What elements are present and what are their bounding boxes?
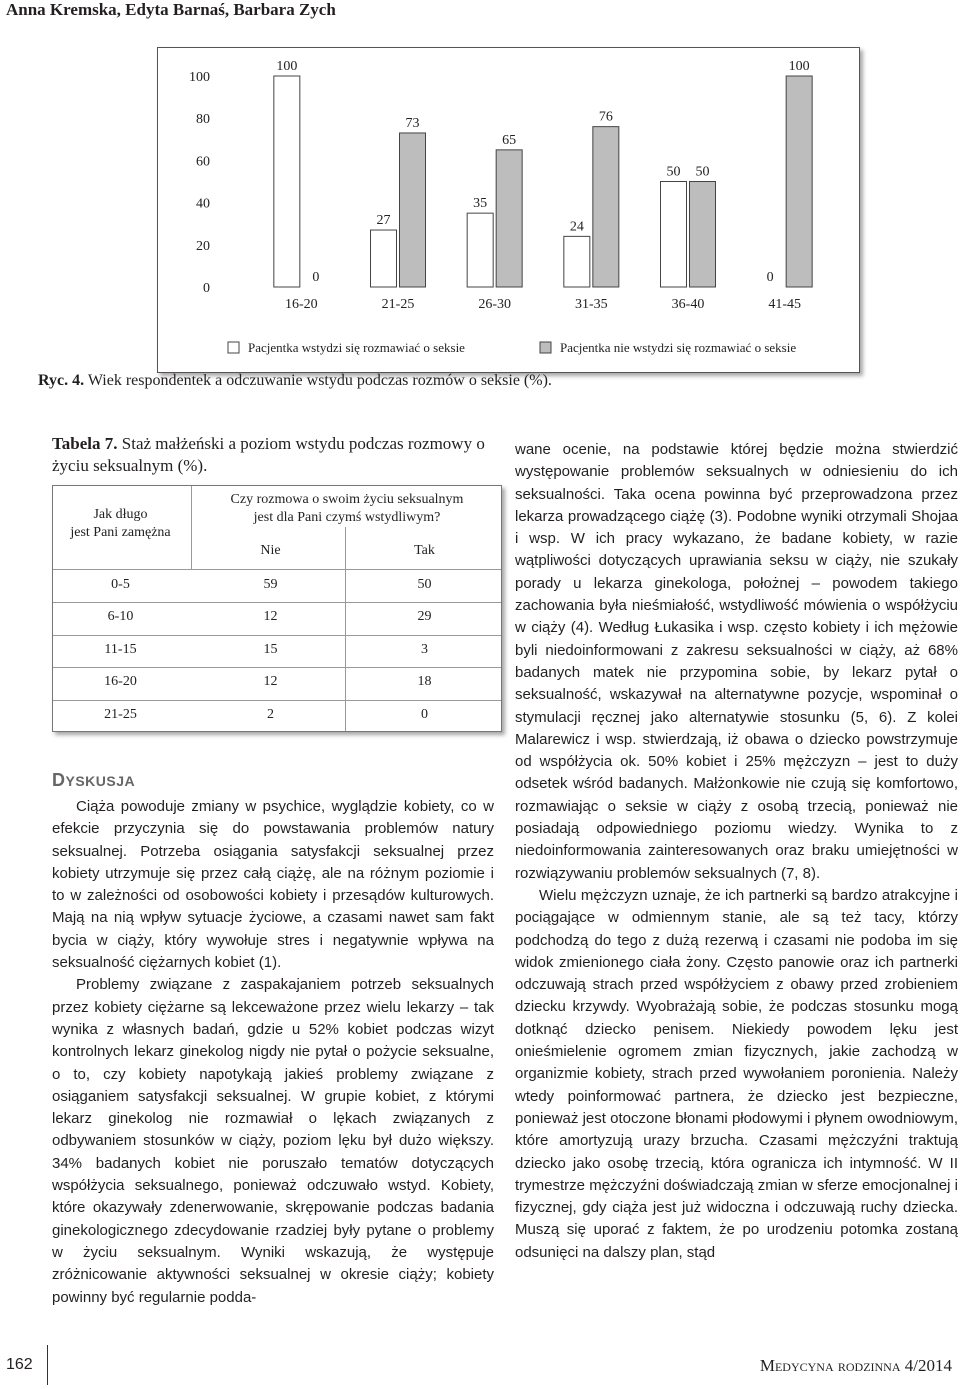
bar <box>690 182 716 288</box>
data-label: 0 <box>766 270 774 285</box>
legend-label: Pacjentka wstydzi się rozmawiać o seksie <box>248 340 465 355</box>
journal-name: Medycyna rodzinna 4/2014 <box>759 1356 952 1375</box>
paragraph: Ciąża powoduje zmiany w psychice, wyglądzie kobiety, co w efekcie przyczynia się do powstawania problemów natury seksualnej. Potrzeba osiągania satysfakcji seksualnej przez kobiety utrzymuje się przez całą ciążę, ale na różnym poziomie i to w zależności od osobowości kobiety i przesądów kulturowych. Mają na nią wpływ sytuacje życiowe, a czasami nawet sam fakt bycia w ciąży, który wywołuje stres i negatywnie wpływa na seksualność ciężarnych kobiet (1). <box>52 798 494 972</box>
table-cell-nie: 2 <box>267 706 274 722</box>
page-number: 162 <box>6 1356 33 1373</box>
table-group-header <box>193 491 501 527</box>
row-header-line: jest Pani zamężna <box>70 525 171 540</box>
bar <box>400 133 426 287</box>
table-caption-label: Tabela 7. <box>52 434 118 453</box>
data-label: 100 <box>276 59 298 74</box>
row-divider <box>53 602 501 603</box>
row-divider <box>53 635 501 636</box>
y-tick-label: 20 <box>196 238 210 254</box>
bar <box>593 127 619 287</box>
table-cell-nie: 15 <box>263 641 278 657</box>
row-header-line: Jak długo <box>93 507 148 522</box>
bar <box>564 236 590 287</box>
data-label: 35 <box>473 196 488 212</box>
x-tick-label: 31-35 <box>574 297 608 312</box>
paragraph: Problemy związane z zaspakajaniem potrzeb seksualnych przez kobiety ciężarne są lekceważone przez wielu lekarzy – tak wynika z własnych badań, gdzie u 52% kobiet podczas wizyt kontrolnych lekarz ginekolog nigdy nie pytał o pożycie seksualne, o to, czy kobiety napotykają jakieś problemy związane z osiąganiem satysfakcji seksualnej. W grupie kobiet, z którymi lekarz ginekolog nie rozmawiał o lękach związanych z odbywaniem stosunków w ciąży, poziom lęku był dużo większy. 34% badanych kobiet nie poruszało tematów dotyczących współżycia seksualnego, ponieważ odczuwało wstyd. Kobiety, które okazywały zdenerwowanie, skrępowanie podczas badania ginekologicznego zdecydowanie rzadziej były pytane o problemy w życiu seksualnym. Wyniki wskazują, że występuje zróżnicowanie aktywności seksualnej w okresie ciąży; kobiety powinny być regularnie podda- <box>52 976 494 1306</box>
bar <box>496 150 522 287</box>
data-label: 76 <box>598 109 613 125</box>
bar <box>371 230 397 287</box>
bar <box>786 76 812 287</box>
table-cell-tak: 18 <box>417 674 432 690</box>
x-tick-label: 16-20 <box>284 297 318 312</box>
paragraph: wane ocenie, na podstawie której będzie można stwierdzić występowanie problemów seksualnych w odniesieniu do ich seksualności. Taka ocena powinna być przeprowadzona przez lekarza prowadzącego ciążę (3). Podobne wyniki otrzymali Shojaa i wsp. W ich pracy wykazano, że badane kobiety, w razie wątpliwości dotyczących uprawiania seksu w ciąży, nie szukały porady u lekarza ginekologa, położnej – powodem takiego zachowania była nieśmiałość, wstydliwość mówienia o współżyciu w ciąży (4). Według Łukasika i wsp. często kobiety i ich mężowie byli niedoinformowani z zakresu seksualności w ciąży, aż 68% badanych matek nie przypomina sobie, by lekarz pytał o seksualność, wskazywał na alternatywne pozycje, wspominał o stymulacji ręcznej jako alternatywie stosunku (5, 6). Z kolei Malarewicz i wsp. stwierdzają, iż obawa o dziecko powstrzymuje od współżycia ok. 50% kobiet i 25% mężczyzn – jest to duży odsetek wśród badanych. Małżonkowie nie czują się komfortowo, rozmawiając o seksie w ciąży z osobą trzecią, ponieważ nie posiadają odpowiedniego poziomu wiedzy. Wynika to z niedoinformowania zainteresowanych oraz braku umiejętności w rozwiązywaniu problemów seksualnych (7, 8). <box>515 441 958 882</box>
legend-swatch <box>540 342 551 353</box>
x-tick-label: 41-45 <box>768 297 802 312</box>
right-column <box>515 439 958 1264</box>
legend-label: Pacjentka nie wstydzi się rozmawiać o seksie <box>560 340 797 355</box>
data-label: 0 <box>312 270 320 285</box>
bar-chart <box>158 48 859 372</box>
table-caption-text: Staż małżeński a poziom wstydu podczas rozmowy o życiu seksualnym (%). <box>52 434 485 475</box>
data-label: 50 <box>666 164 681 180</box>
group-header-line: jest dla Pani czymś wstydliwym? <box>253 510 441 525</box>
bar <box>467 213 493 287</box>
data-table <box>52 485 502 732</box>
x-tick-label: 26-30 <box>478 297 512 312</box>
table-caption <box>52 433 507 477</box>
column-header-tak: Tak <box>414 543 435 558</box>
section-heading <box>52 770 135 791</box>
table-cell-tak: 0 <box>421 706 428 722</box>
table-cell-tak: 29 <box>417 609 432 625</box>
table-row-label: 21-25 <box>104 706 137 722</box>
data-label: 65 <box>502 132 517 148</box>
y-tick-label: 100 <box>189 70 210 85</box>
paragraph: Wielu mężczyzn uznaje, że ich partnerki są bardzo atrakcyjne i pociągające w odmiennym stanie, ale są też tacy, którzy podchodzą do tego z dużą rezerwą i czasami nie podoba im się widok zmienionego ciała żony. Często panowie oraz ich partnerki odczuwają strach przed współżyciem z obawy przed zrobieniem dziecku krzywdy. Wyobrażają sobie, że podczas stosunku mogą dotknąć dziecko penisem. Niekiedy powodem lęku jest onieśmielenie ogromem zmian fizycznych, jakie zachodzą w organizmie kobiety, strach przed wywołaniem poronienia. Należy wtedy poinformować partnera, że dziecko jest bezpieczne, ponieważ jest otoczone błonami płodowymi i płynem owodniowym, które amortyzują urazy brzucha. Czasami mężczyźni traktują dziecko jako osobę trzecią, która ogranicza ich intymność. W II trymestrze mężczyźni doświadczają zmian w sferze emocjonalnej i fizycznej, gdy ciąża jest już widoczna i odczuwają ruchy dziecka. Muszą się uporać z faktem, że po urodzeniu potomka zostaną odsunięci na dalszy plan, stąd <box>515 886 958 1261</box>
data-label: 24 <box>569 219 584 235</box>
figure-caption <box>38 372 552 390</box>
table-cell-nie: 12 <box>263 609 278 625</box>
table-cell-nie: 59 <box>263 577 278 592</box>
legend-swatch <box>228 342 239 353</box>
bar <box>274 76 300 287</box>
left-column <box>52 796 494 1309</box>
y-tick-label: 60 <box>196 154 210 170</box>
heading-rest: YSKUSJA <box>65 773 136 789</box>
table-row-label: 16-20 <box>104 674 137 690</box>
running-head-authors: Anna Kremska, Edyta Barnaś, Barbara Zych <box>6 0 336 19</box>
table-row-header <box>53 506 188 542</box>
figure-caption-label: Ryc. 4. <box>38 372 85 389</box>
table-cell-tak: 50 <box>417 577 432 592</box>
data-label: 27 <box>376 213 391 229</box>
y-tick-label: 80 <box>196 112 210 128</box>
heading-initial: D <box>52 770 66 790</box>
group-header-line: Czy rozmowa o swoim życiu seksualnym <box>230 492 464 507</box>
data-label: 50 <box>695 164 710 180</box>
table-row-label: 0-5 <box>111 577 130 592</box>
bar <box>661 182 687 288</box>
x-tick-label: 21-25 <box>381 297 415 312</box>
table-cell-tak: 3 <box>421 641 428 657</box>
figure-chart <box>157 47 860 373</box>
footer-divider <box>47 1345 48 1385</box>
column-header-nie: Nie <box>260 543 281 558</box>
figure-caption-text: Wiek respondentek a odczuwanie wstydu podczas rozmów o seksie (%). <box>87 372 552 389</box>
row-divider <box>53 700 501 701</box>
data-label: 100 <box>788 59 810 74</box>
x-tick-label: 36-40 <box>671 297 705 312</box>
y-tick-label: 40 <box>196 196 210 212</box>
y-tick-label: 0 <box>203 281 210 296</box>
data-label: 73 <box>405 115 420 131</box>
table-row-label: 11-15 <box>104 641 137 657</box>
table-row-label: 6-10 <box>107 609 134 625</box>
row-divider <box>53 667 501 668</box>
table-cell-nie: 12 <box>263 674 278 690</box>
